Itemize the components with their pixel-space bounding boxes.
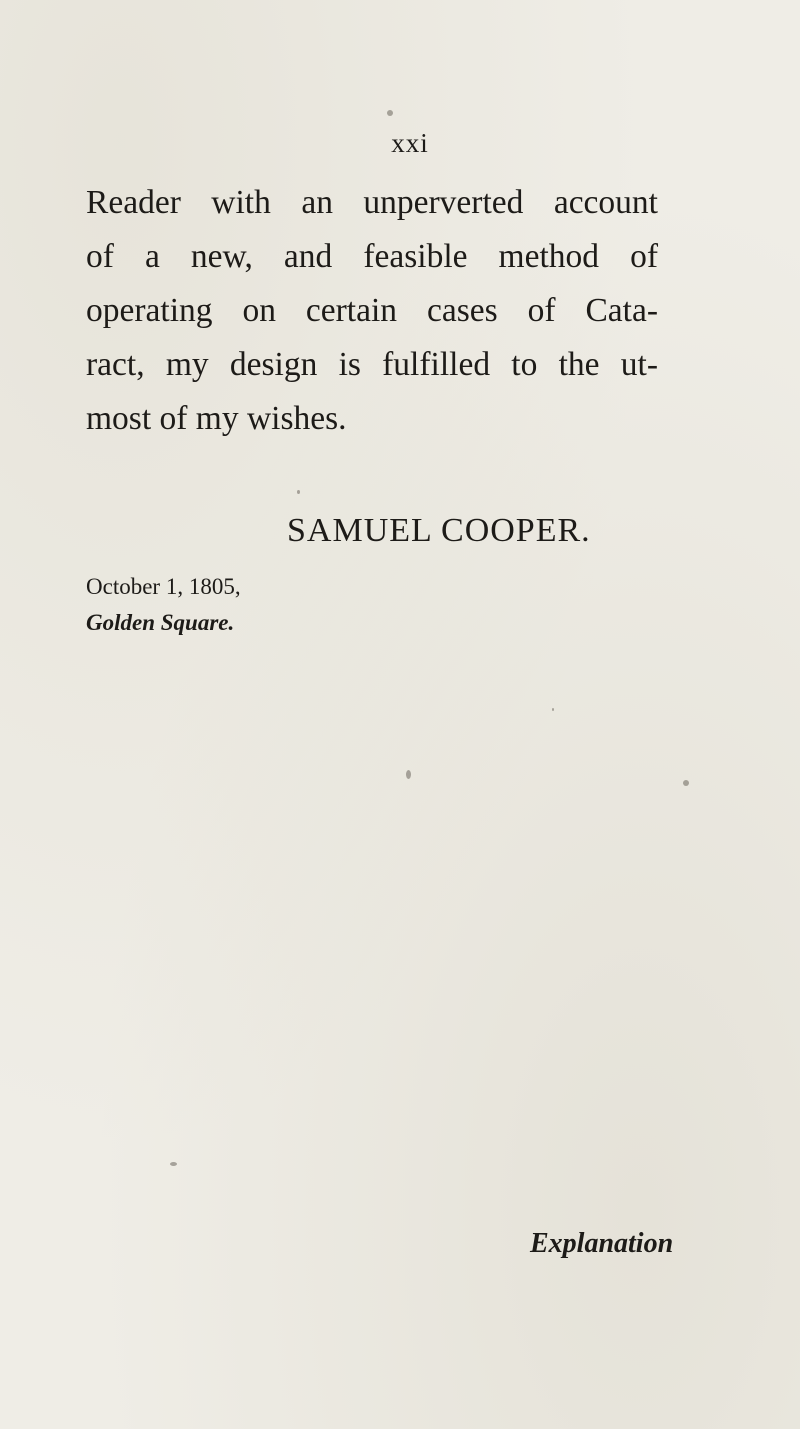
body-paragraph — [86, 176, 658, 446]
paper-speck — [406, 770, 411, 779]
text-line: of a new, and feasible method of — [86, 238, 658, 275]
date-line: October 1, 1805, — [86, 574, 241, 599]
paper-speck — [297, 490, 300, 494]
author-signature: SAMUEL COOPER. — [287, 512, 591, 549]
text-line: operating on certain cases of Cata- — [86, 292, 658, 329]
place-line: Golden Square. — [86, 610, 235, 635]
paper-speck — [170, 1162, 177, 1166]
page-number: xxi — [391, 128, 429, 158]
paper-speck — [552, 708, 554, 711]
catchword: Explanation — [530, 1228, 674, 1259]
paper-speck — [683, 780, 689, 786]
text-line: most of my wishes. — [86, 400, 347, 437]
text-line: Reader with an unperverted account — [86, 184, 658, 221]
text-line: ract, my design is fulfilled to the ut- — [86, 346, 658, 383]
paper-speck — [387, 110, 393, 116]
